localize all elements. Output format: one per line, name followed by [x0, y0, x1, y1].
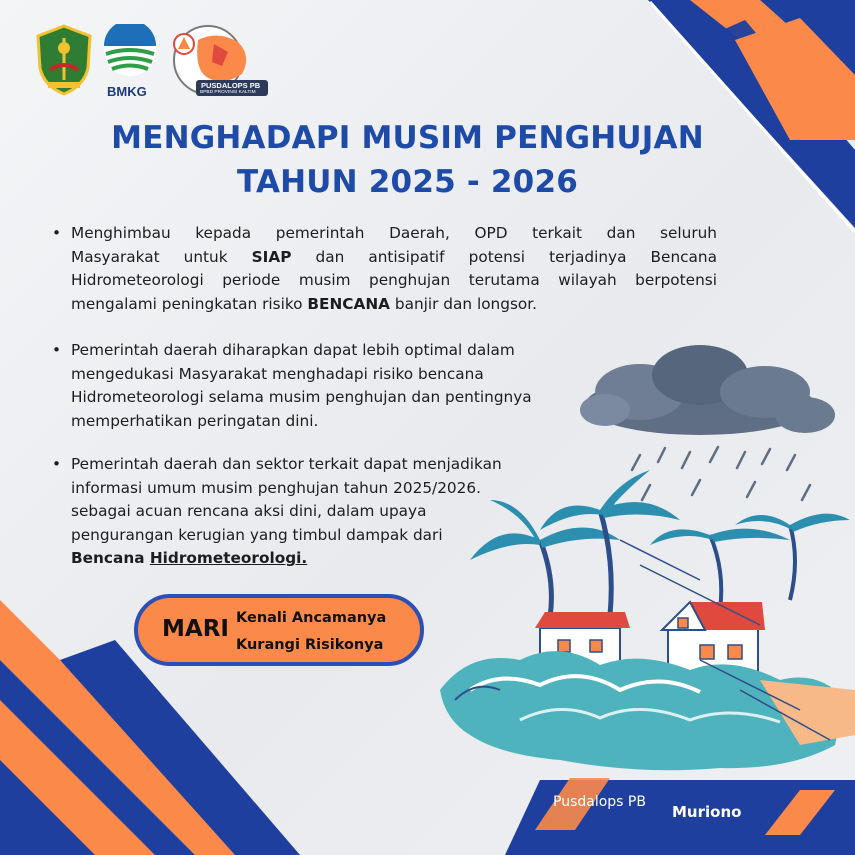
storm-cloud-illustration [580, 345, 835, 435]
footer-org: Pusdalops PB [553, 794, 646, 810]
paragraph-line [71, 386, 612, 410]
text-run: mengedukasi Masyarakat menghadapi risiko bencana [71, 364, 484, 383]
bullet-text [71, 222, 717, 316]
text-run: Menghimbau kepada pemerintah Daerah, OPD terkait dan seluruh [71, 224, 717, 242]
text-run: informasi umum musim penghujan tahun 2025/2026. [71, 478, 481, 497]
paragraph-line [71, 524, 572, 548]
bullet-paragraph-3 [52, 453, 572, 571]
paragraph-line [71, 269, 717, 293]
bullet-dot: • [52, 341, 62, 359]
text-run: Hidrometeorologi selama musim penghujan dan pentingnya [71, 388, 532, 407]
text-run: memperhatikan peringatan dini. [71, 411, 319, 430]
bullet-dot: • [52, 455, 62, 473]
text-run: banjir dan longsor. [390, 294, 538, 313]
bullet-dot: • [52, 224, 62, 242]
text-run: BENCANA [307, 294, 391, 313]
paragraph-line [71, 410, 612, 434]
paragraph-line [71, 246, 717, 270]
title-line-2: TAHUN 2025 - 2026 [237, 164, 578, 200]
cta-line-2: Kurangi Risikonya [236, 637, 384, 653]
paragraph-line [71, 477, 572, 501]
paragraph-line [71, 500, 572, 524]
text-run: Hidrometeorologi periode musim penghujan terutama wilayah berpotensi [71, 271, 717, 290]
text-run: sebagai acuan rencana aksi dini, dalam upaya [71, 502, 427, 521]
cta-main-word: MARI [162, 616, 229, 642]
title-line-1: MENGHADAPI MUSIM PENGHUJAN [111, 120, 704, 156]
text-run: Pemerintah daerah diharapkan dapat lebih optimal dalam [71, 341, 515, 359]
paragraph-line [71, 453, 572, 477]
text-run: SIAP [251, 247, 292, 266]
text-run: dan antisipatif potensi terjadinya Bencana [291, 247, 717, 266]
text-run: Masyarakat untuk [71, 247, 252, 266]
pusdalops-logo-title: PUSDALOPS PB [201, 81, 261, 90]
text-run: pengurangan kerugian yang timbul dampak dari [71, 525, 443, 544]
provincial-emblem-logo [34, 24, 94, 96]
paragraph-line [71, 363, 612, 387]
bullet-text [71, 339, 612, 433]
paragraph-line [71, 293, 717, 317]
bullet-paragraph-2 [52, 339, 612, 433]
paragraph-line [71, 222, 717, 246]
paragraph-line [71, 547, 572, 571]
text-run: Hidrometeorologi. [149, 549, 308, 568]
text-run: mengalami peningkatan risiko [71, 294, 308, 313]
cta-badge [134, 594, 424, 666]
text-run: Pemerintah daerah dan sektor terkait dapat menjadikan [71, 455, 502, 473]
bullet-paragraph-1 [52, 222, 717, 316]
bmkg-label: BMKG [107, 84, 147, 99]
page-title [40, 116, 775, 204]
flood-water-illustration [440, 651, 855, 770]
bmkg-logo [100, 24, 160, 76]
pusdalops-logo-subtitle: BPBD PROVINSI KALTIM [200, 90, 256, 95]
footer-author: Muriono [672, 803, 742, 821]
text-run: Bencana [71, 549, 150, 568]
paragraph-line [71, 339, 612, 363]
bullet-text [71, 453, 572, 571]
cta-line-1: Kenali Ancamanya [236, 610, 387, 626]
